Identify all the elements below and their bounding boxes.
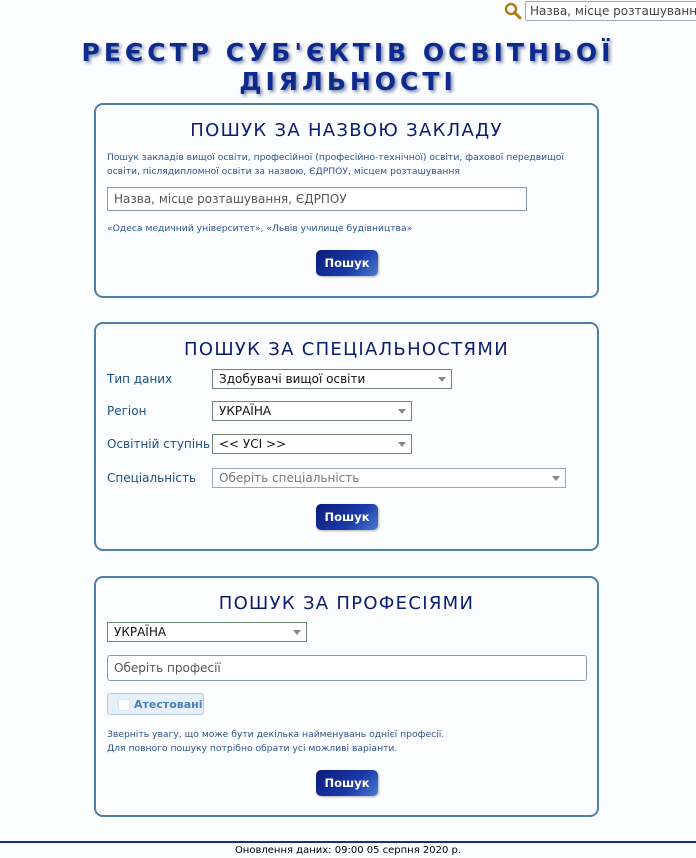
search-by-profession-button[interactable]: Пошук <box>316 770 378 796</box>
chevron-down-icon <box>438 377 446 382</box>
certified-label: Атестовані <box>134 698 203 711</box>
data-type-value: Здобувачі вищої освіти <box>219 372 366 386</box>
profession-note-1: Зверніть увагу, що може бути декілька найменувань однієї професії. <box>107 729 445 740</box>
specialty-placeholder: Оберіть спеціальність <box>219 471 360 485</box>
update-label: Оновлення даних: <box>234 845 332 856</box>
update-value: 09:00 05 серпня 2020 р. <box>334 845 462 856</box>
search-by-name-description: Пошук закладів вищої освіти, професійної (професійно-технічної) освіти, фахової передвищої освіти, післядипломної освіти за назвою, ЄДРПОУ, місцем розташування <box>107 152 564 177</box>
checkbox-icon <box>118 699 130 711</box>
specialty-select[interactable] <box>212 468 566 488</box>
search-by-specialty-title: ПОШУК ЗА СПЕЦІАЛЬНОСТЯМИ <box>184 339 509 360</box>
education-level-value: << УСІ >> <box>219 437 287 451</box>
page-title: РЕЄСТР СУБ'ЄКТІВ ОСВІТНЬОЇ ДІЯЛЬНОСТІ <box>81 38 615 96</box>
chevron-down-icon <box>398 409 406 414</box>
search-by-name-title: ПОШУК ЗА НАЗВОЮ ЗАКЛАДУ <box>190 120 503 141</box>
specialty-label: Спеціальність <box>107 471 197 485</box>
region-label: Регіон <box>107 404 147 418</box>
search-icon[interactable] <box>504 2 522 20</box>
profession-input[interactable] <box>107 655 587 681</box>
data-type-select[interactable] <box>212 369 452 389</box>
data-type-label: Тип даних <box>107 372 173 386</box>
profession-region-select[interactable] <box>107 622 307 642</box>
search-by-name-button[interactable]: Пошук <box>316 250 378 276</box>
search-by-specialty-panel <box>94 322 599 551</box>
chevron-down-icon <box>398 442 406 447</box>
institution-name-input[interactable] <box>107 187 527 211</box>
top-search <box>504 0 696 22</box>
region-select[interactable] <box>212 401 412 421</box>
education-level-select[interactable] <box>212 434 412 454</box>
education-level-label: Освітній ступінь <box>107 437 211 451</box>
footer <box>0 841 696 858</box>
search-by-profession-title: ПОШУК ЗА ПРОФЕСІЯМИ <box>218 593 475 614</box>
chevron-down-icon <box>293 630 301 635</box>
top-search-input[interactable] <box>525 1 696 21</box>
search-by-profession-panel <box>94 576 599 817</box>
search-examples: «Одеса медичний університет», «Львів училище будівництва» <box>107 223 413 234</box>
search-by-name-panel <box>94 103 599 298</box>
region-value: УКРАЇНА <box>219 404 272 418</box>
search-by-specialty-button[interactable]: Пошук <box>316 504 378 530</box>
certified-toggle[interactable] <box>107 693 204 715</box>
chevron-down-icon <box>552 476 560 481</box>
profession-region-value: УКРАЇНА <box>114 625 167 639</box>
profession-note-2: Для повного пошуку потрібно обрати усі можливі варіанти. <box>107 743 398 754</box>
